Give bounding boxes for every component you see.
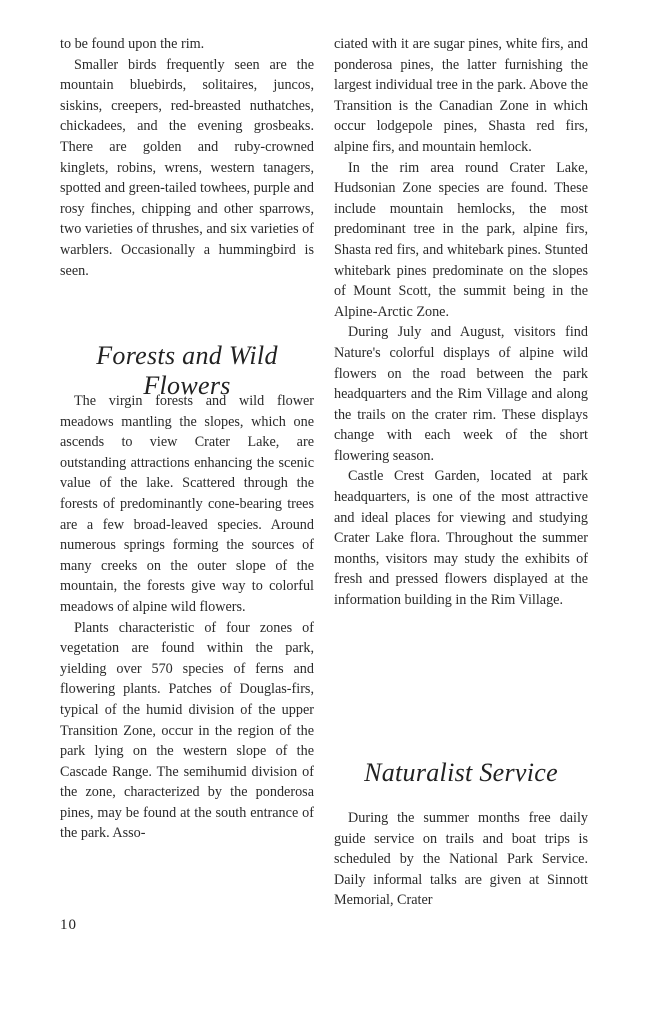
paragraph-smaller-birds: Smaller birds frequently seen are the mountain bluebirds, solitaires, juncos, siskins, creepers, red-breasted nuthatches, chickadees, and the evening grosbeaks. There are golden and ruby-crowned kinglets, robins, wrens, western tanagers, spotted and green-tailed towhees, purple and rosy finches, chipping and other sparrows, two varieties of thrushes, and six varieties of warblers. Occasionally a hummingbird is seen. bbox=[60, 56, 314, 279]
right-column-naturalist-section bbox=[334, 808, 588, 911]
left-column-forests-section bbox=[60, 391, 314, 844]
right-column-text bbox=[334, 34, 588, 611]
page-number: 10 bbox=[60, 917, 77, 933]
paragraph-virgin-forests: The virgin forests and wild flower meadows mantling the slopes, which one ascends to view Crater Lake, are outstanding attractions enhancing the scenic value of the lake. Scattered through the forests of predominantly cone-bearing trees are a few broad-leaved species. Around numerous springs forming the sources of many creeks on the outer slope of the mountain, the forests give way to colorful meadows of alpine wild flowers. bbox=[60, 393, 314, 615]
left-column-intro bbox=[60, 34, 314, 281]
section-heading-naturalist-service: Naturalist Service bbox=[364, 758, 558, 787]
paragraph-rim-area: In the rim area round Crater Lake, Hudsonian Zone species are found. These include mountain hemlocks, the most predominant tree in the park, alpine firs, Shasta red firs, and whitebark pines. Stunted whitebark pines predominate on the slopes of Mount Scott, the summit being in the Alpine-Arctic Zone. bbox=[334, 159, 588, 320]
paragraph-guide-service: During the summer months free daily guide service on trails and boat trips is scheduled by the National Park Service. Daily informal talks are given at Sinnott Memorial, Crater bbox=[334, 810, 588, 909]
section-heading-forests-wild-flowers: Forests and Wild Flowers bbox=[96, 341, 278, 400]
paragraph-vegetation-zones: Plants characteristic of four zones of vegetation are found within the park, yielding over 570 species of ferns and flowering plants. Patches of Douglas-firs, typical of the humid division of the upper Transition Zone, occur in the region of the park lying on the western slope of the Cascade Range. The semihumid division of the zone, characterized by the ponderosa pines, may be found at the south entrance of the park. Asso- bbox=[60, 619, 314, 842]
paragraph-associated-pines: ciated with it are sugar pines, white firs, and ponderosa pines, the latter furnishing the largest individual tree in the park. Above the Transition is the Canadian Zone in which occur lodgepole pines, Shasta red firs, alpine firs, and mountain hemlock. bbox=[334, 36, 588, 155]
paragraph-castle-crest: Castle Crest Garden, located at park headquarters, is one of the most attractive and ideal places for viewing and studying Crater Lake flora. Throughout the summer months, visitors may study the exhibits of fresh and pressed flowers displayed at the information building in the Rim Village. bbox=[334, 468, 588, 609]
paragraph-continuation: to be found upon the rim. bbox=[60, 36, 205, 52]
paragraph-july-august: During July and August, visitors find Nature's colorful displays of alpine wild flowers on the road between the park headquarters and the Rim Village and along the trails on the crater rim. These displays change with each week of the short flowering season. bbox=[334, 324, 588, 464]
